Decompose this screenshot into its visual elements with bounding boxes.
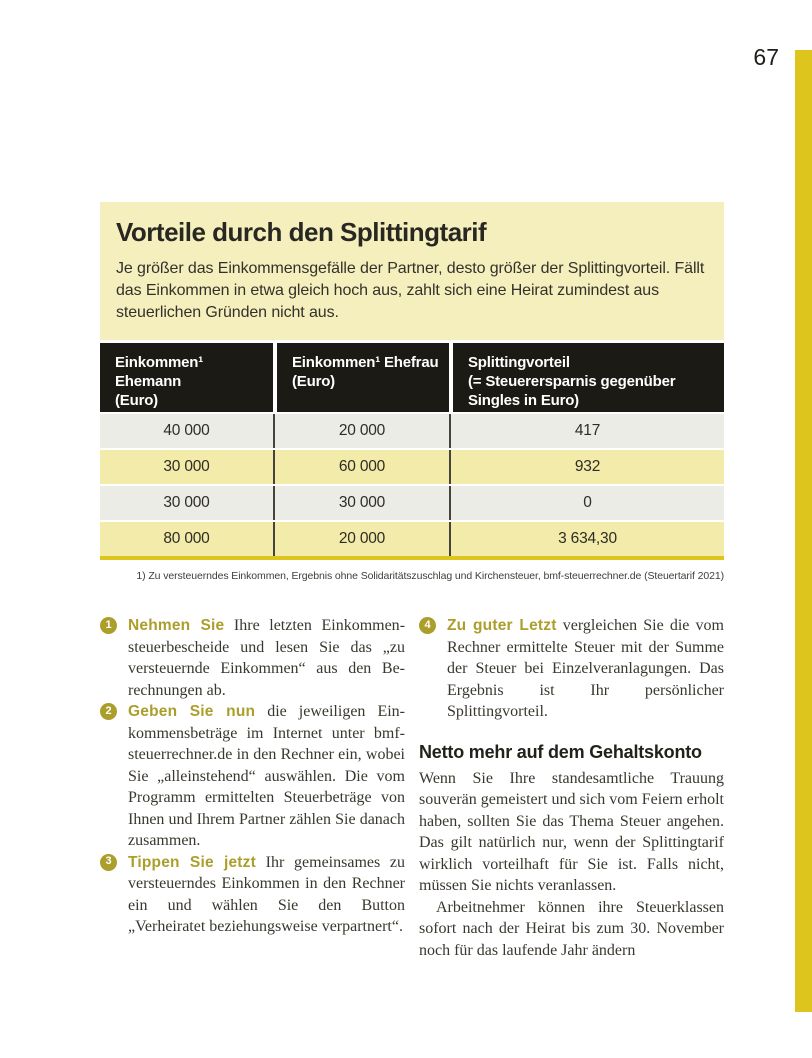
table-cell: 0 (449, 486, 724, 520)
step-number-badge: 1 (100, 617, 117, 634)
table-cell: 20 000 (273, 414, 449, 448)
infobox-title: Vorteile durch den Splittingtarif (116, 217, 487, 247)
step-item-3 (100, 852, 405, 938)
table-header-row (100, 343, 724, 412)
step-text: die jeweiligen Einkommensbeträge im Internet unter bmf-steuerrechner.de in den Rechner ein, wobei Sie „alleinstehend“ auswählen. Die vom Programm ermittelten Steuerbeträge von Ihnen und Ihrem Partner zählen Sie danach zusammen. (128, 703, 405, 849)
article-heading: Netto mehr auf dem Gehaltskonto (419, 741, 702, 762)
infobox-section (100, 202, 724, 582)
table-row (100, 412, 724, 448)
two-column-text (100, 615, 724, 961)
table-row (100, 448, 724, 484)
table-cell: 60 000 (273, 450, 449, 484)
infobox (100, 202, 724, 340)
header-unit: (Euro) (115, 392, 158, 409)
step-lead: Geben Sie nun (128, 703, 256, 720)
page-edge-accent-bar (795, 50, 812, 1012)
header-unit: (= Steuerersparnis gegenüber Singles in Euro) (468, 373, 676, 409)
table-cell: 417 (449, 414, 724, 448)
step-text: Ihre letzten Einkommensteuerbescheide und lesen Sie das „zu versteuernde Einkommen“ aus den Berechnungen ab. (128, 617, 406, 699)
step-item-2 (100, 701, 405, 852)
table-cell: 30 000 (273, 486, 449, 520)
step-lead: Nehmen Sie (128, 617, 225, 634)
header-title: Einkommen¹ Ehemann (115, 354, 204, 390)
left-column (100, 615, 405, 961)
table-cell: 30 000 (100, 486, 273, 520)
header-unit: (Euro) (292, 373, 335, 390)
article-paragraph: Wenn Sie Ihre standesamtliche Trauung souverän gemeistert und sich vom Feiern erholt haben, sollten Sie das Thema Steuer angehen. Das gilt natürlich nur, wenn der Splittingtarif wirklich vorteilhaft für Sie ist. Falls nicht, müssen Sie nichts veranlassen. (419, 769, 724, 894)
right-column (419, 615, 724, 961)
page-number: 67 (753, 44, 779, 70)
table-cell: 932 (449, 450, 724, 484)
article-paragraph: Arbeitnehmer können ihre Steuerklassen sofort nach der Heirat bis zum 30. November noch für das laufende Jahr ändern (419, 898, 724, 959)
step-item-4 (419, 615, 724, 723)
table-cell: 40 000 (100, 414, 273, 448)
step-text: vergleichen Sie die vom Rechner ermittelte Steuer mit der Summe der Steuer bei Einzelveranlagungen. Das Ergebnis ist Ihr persönlicher Splittingvorteil. (447, 617, 725, 720)
table-cell: 20 000 (273, 522, 449, 556)
step-lead: Zu guter Letzt (447, 617, 557, 634)
table-row (100, 520, 724, 556)
step-number-badge: 4 (419, 617, 436, 634)
table-header-splitting-advantage (449, 343, 724, 412)
step-number-badge: 3 (100, 854, 117, 871)
table-row (100, 484, 724, 520)
step-lead: Tippen Sie jetzt (128, 853, 256, 871)
table-header-wife-income (273, 343, 449, 412)
step-number-badge: 2 (100, 703, 117, 720)
table-header-husband-income (100, 343, 273, 412)
splitting-advantage-table (100, 343, 724, 560)
infobox-text: Je größer das Einkommensgefälle der Partner, desto größer der Splittingvorteil. Fällt das Einkommen in etwa gleich hoch aus, zahlt sich eine Heirat zumindest aus steuerlichen Gründen nicht aus. (116, 260, 705, 321)
step-item-1 (100, 615, 405, 701)
table-cell: 30 000 (100, 450, 273, 484)
header-title: Einkommen¹ Ehefrau (292, 354, 439, 371)
header-title: Splittingvorteil (468, 354, 570, 371)
table-footnote: 1) Zu versteuerndes Einkommen, Ergebnis ohne Solidaritätszuschlag und Kirchensteuer, bmf-steuerrechner.de (Steuertarif 2021) (136, 570, 724, 582)
table-cell: 80 000 (100, 522, 273, 556)
table-cell: 3 634,30 (449, 522, 724, 556)
step-text: Ihr gemeinsames zu versteuerndes Einkommen in den Rechner ein und wählen Sie den Button „Verheiratet beziehungsweise verpartnert“. (128, 853, 405, 935)
